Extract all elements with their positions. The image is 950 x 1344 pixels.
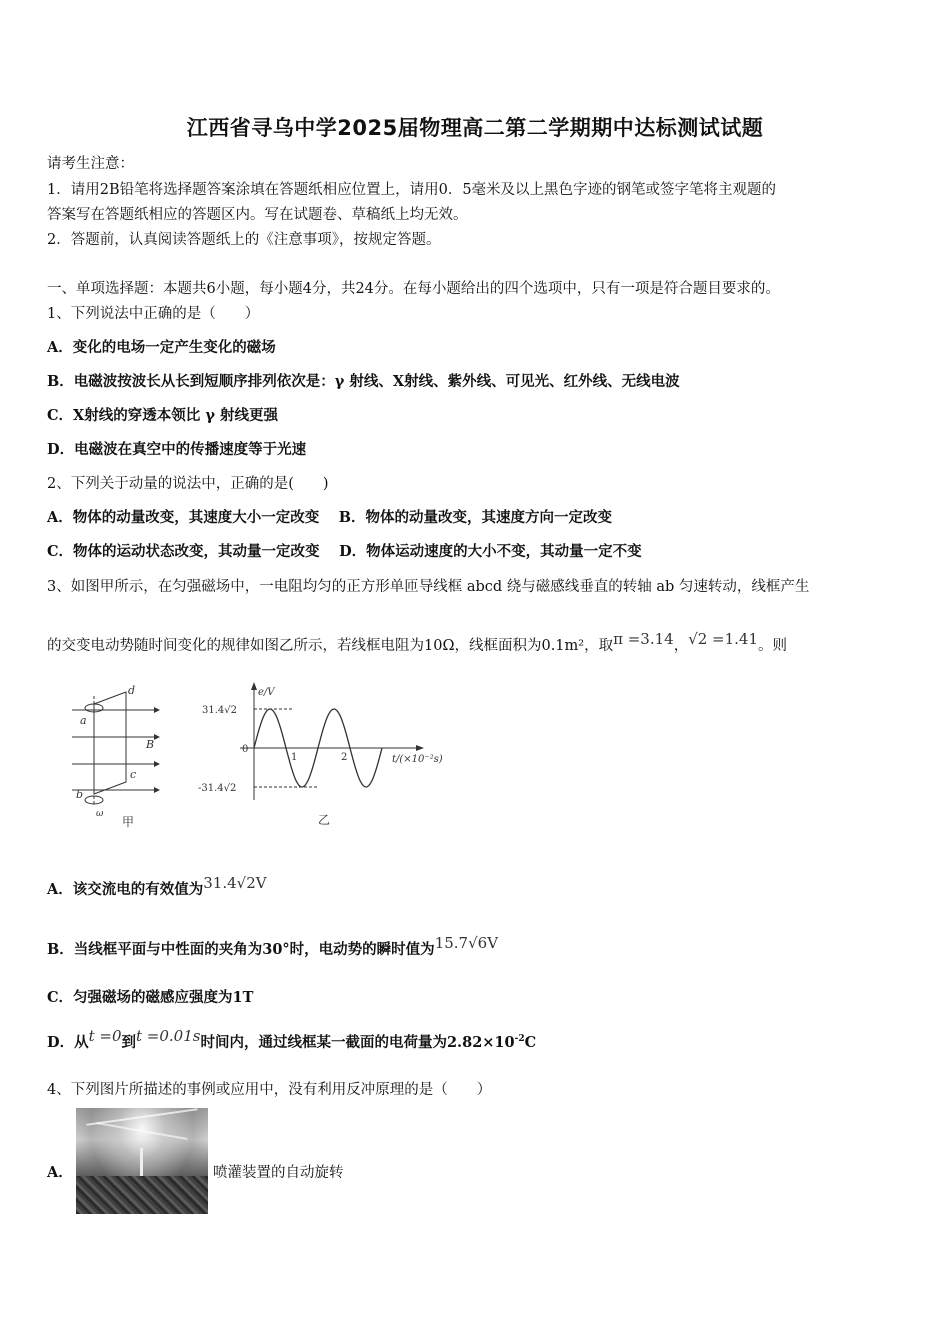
q3-stem-line-2-text: 的交变电动势随时间变化的规律如图乙所示，若线框电阻为10Ω，线框面积为0.1m²，取 <box>47 638 614 654</box>
label-b: b <box>76 788 84 801</box>
pi-value: π =3.14 <box>613 630 674 648</box>
q3-option-d <box>47 1027 536 1052</box>
q2-options-ab: A．物体的动量改变，其速度大小一定改变 B．物体的动量改变，其速度方向一定改变 <box>47 509 613 526</box>
sqrt2-value: √2 =1.41 <box>688 630 759 648</box>
notice-item-1-line-1: 1．请用2B铅笔将选择题答案涂填在答题纸相应位置上，请用0．5毫米及以上黑色字迹的钢笔或签字笔将主观题的 <box>47 182 777 198</box>
q3-option-d-exponent: -2 <box>514 1034 525 1044</box>
q3-stem-line-1: 3、如图甲所示，在匀强磁场中，一电阻均匀的正方形单匝导线框 abcd 绕与磁感线垂直的转轴 ab 匀速转动，线框产生 <box>47 579 810 595</box>
q3-option-b-text: B．当线框平面与中性面的夹角为30°时，电动势的瞬时值为 <box>47 941 435 958</box>
sprinkler-photo <box>76 1108 208 1214</box>
notice-item-1-line-2: 答案写在答题纸相应的答题区内。写在试题卷、草稿纸上均无效。 <box>47 207 468 223</box>
x-tick-1: 1 <box>291 752 298 763</box>
figure-caption-yi: 乙 <box>318 813 331 827</box>
y-min-label: -31.4√2 <box>198 783 237 794</box>
label-field-b: B <box>146 738 155 751</box>
q3-option-d-unit: C <box>524 1034 537 1051</box>
notice-item-2: 2．答题前，认真阅读答题纸上的《注意事项》，按规定答题。 <box>47 232 441 248</box>
q2-stem: 2、下列关于动量的说法中，正确的是( ) <box>47 476 329 492</box>
x-axis-label: t/(×10⁻²s) <box>392 754 443 765</box>
q3-option-c: C．匀强磁场的磁感应强度为1T <box>47 989 254 1006</box>
q1-option-d: D．电磁波在真空中的传播速度等于光速 <box>47 441 307 458</box>
q3-option-b-math: 15.7√6V <box>434 934 499 952</box>
q1-option-a: A．变化的电场一定产生变化的磁场 <box>47 339 276 356</box>
label-c: c <box>130 768 137 781</box>
q3-option-d-rest: 时间内，通过线框某一截面的电荷量为2.82×10 <box>200 1034 515 1051</box>
label-d: d <box>128 684 136 697</box>
q3-option-a <box>47 874 267 899</box>
y-max-label: 31.4√2 <box>202 705 237 716</box>
coil-frame <box>94 692 126 794</box>
section-1-heading: 一、单项选择题：本题共6小题，每小题4分，共24分。在每小题给出的四个选项中，只有一项是符合题目要求的。 <box>47 281 780 297</box>
y-axis-label: e/V <box>258 687 275 698</box>
q3-option-d-t1: t =0.01s <box>136 1027 201 1045</box>
q1-option-b: B．电磁波按波长从长到短顺序排列依次是：γ 射线、X射线、紫外线、可见光、红外线、无线电波 <box>47 373 680 390</box>
x-tick-2: 2 <box>341 752 348 763</box>
q3-option-a-text: A．该交流电的有效值为 <box>47 881 204 898</box>
q3-stem-line-2 <box>47 630 787 655</box>
q3-stem-line-2-end: 。则 <box>758 638 788 654</box>
q4-option-a-caption: 喷灌装置的自动旋转 <box>213 1165 344 1181</box>
figure-emf-graph <box>196 682 456 832</box>
q2-options-cd: C．物体的运动状态改变，其动量一定改变 D．物体运动速度的大小不变，其动量一定不变 <box>47 543 642 560</box>
q4-stem: 4、下列图片所描述的事例或应用中，没有利用反冲原理的是（ ） <box>47 1082 492 1098</box>
separator-comma: ， <box>673 638 689 654</box>
q1-stem: 1、下列说法中正确的是（ ） <box>47 306 260 322</box>
q3-option-a-math: 31.4√2V <box>203 874 267 892</box>
label-a: a <box>80 714 87 727</box>
q1-option-c: C．X射线的穿透本领比 γ 射线更强 <box>47 407 278 424</box>
q3-option-d-to: 到 <box>121 1034 136 1051</box>
q3-option-b <box>47 934 498 959</box>
figure-caption-jia: 甲 <box>122 815 135 829</box>
label-omega: ω <box>96 809 104 819</box>
q3-option-d-t0: t =0 <box>88 1027 122 1045</box>
origin-label: 0 <box>242 744 249 755</box>
q3-option-d-from: D．从 <box>47 1034 89 1051</box>
page-title: 江西省寻乌中学2025届物理高二第二学期期中达标测试试题 <box>186 116 764 140</box>
figure-rotating-coil <box>64 682 194 832</box>
q4-option-a-label: A． <box>47 1164 73 1181</box>
notice-heading: 请考生注意： <box>47 156 134 172</box>
